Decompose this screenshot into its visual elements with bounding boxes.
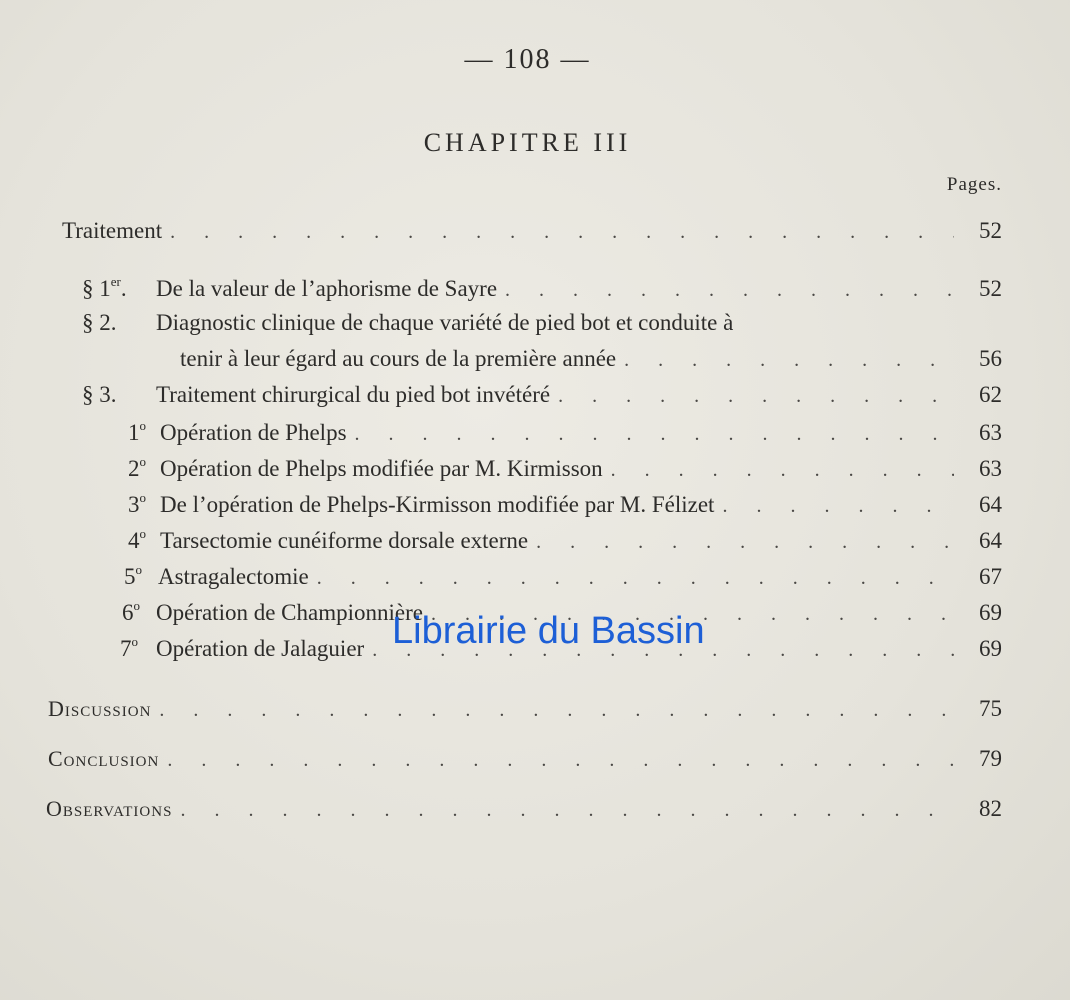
item-number: 4$^o$ — [128, 526, 146, 553]
entry-title: Opération de Phelps — [160, 420, 347, 445]
leader-dots — [505, 279, 954, 302]
toc-entry-traitement — [62, 218, 1002, 244]
entry-title: Opération de Jalaguier — [156, 636, 365, 661]
entry-page: 52 — [979, 276, 1002, 301]
pages-column-label: Pages. — [946, 174, 1002, 195]
toc-entry-discussion — [48, 696, 1002, 722]
toc-entry-item-1 — [128, 420, 1002, 446]
leader-dots — [611, 459, 954, 482]
entry-title: Diagnostic clinique de chaque variété de pied bot et conduite à — [156, 310, 734, 335]
entry-title: Observations — [46, 796, 173, 821]
entry-page: 69 — [979, 636, 1002, 661]
section-number: § 3. — [82, 382, 117, 407]
section-number: § 1er. — [82, 274, 127, 301]
entry-title: De la valeur de l’aphorisme de Sayre — [156, 276, 498, 301]
toc-entry-item-5 — [124, 564, 1002, 590]
leader-dots — [722, 495, 954, 518]
entry-title: Opération de Championnière — [156, 600, 423, 625]
toc-entry-section-2-continued — [180, 346, 1002, 372]
leader-dots — [170, 221, 954, 244]
toc-entry-section-3 — [82, 382, 1002, 408]
entry-title: Tarsectomie cunéiforme dorsale externe — [160, 528, 529, 553]
leader-dots — [558, 385, 954, 408]
chapter-heading: CHAPITRE III — [423, 128, 632, 157]
item-number: 2$^o$ — [128, 454, 146, 481]
section-number: § 2. — [82, 310, 117, 335]
leader-dots — [624, 349, 954, 372]
entry-page: 63 — [979, 456, 1002, 481]
leader-dots — [355, 423, 954, 446]
item-number: 3$^o$ — [128, 490, 146, 517]
entry-page: 63 — [979, 420, 1002, 445]
toc-entry-item-3 — [128, 492, 1002, 518]
page-number: — 108 — — [464, 44, 591, 75]
entry-title: Conclusion — [48, 746, 160, 771]
item-number: 1$^o$ — [128, 418, 146, 445]
entry-page: 52 — [979, 218, 1002, 243]
item-number: 6$^o$ — [122, 598, 140, 625]
entry-title: Traitement chirurgical du pied bot invétéré — [156, 382, 551, 407]
leader-dots — [536, 531, 954, 554]
leader-dots — [167, 749, 954, 772]
leader-dots — [317, 567, 954, 590]
entry-title: Opération de Phelps modifiée par M. Kirmisson — [160, 456, 603, 481]
entry-page: 64 — [979, 528, 1002, 553]
entry-title-continuation: tenir à leur égard au cours de la première année — [180, 346, 617, 371]
entry-page: 56 — [979, 346, 1002, 371]
toc-entry-item-2 — [128, 456, 1002, 482]
entry-title: Traitement — [62, 218, 163, 243]
toc-entry-item-4 — [128, 528, 1002, 554]
toc-entry-conclusion — [48, 746, 1002, 772]
toc-entry-section-1 — [82, 276, 1002, 302]
toc-entry-section-2 — [82, 310, 1002, 336]
watermark-text: Librairie du Bassin — [392, 610, 705, 652]
entry-page: 69 — [979, 600, 1002, 625]
toc-entry-observations — [46, 796, 1002, 822]
entry-page: 82 — [979, 796, 1002, 821]
leader-dots — [159, 699, 954, 722]
entry-page: 64 — [979, 492, 1002, 517]
entry-title: De l’opération de Phelps-Kirmisson modifiée par M. Félizet — [160, 492, 715, 517]
entry-page: 75 — [979, 696, 1002, 721]
entry-page: 79 — [979, 746, 1002, 771]
entry-page: 62 — [979, 382, 1002, 407]
entry-title: Discussion — [48, 696, 152, 721]
leader-dots — [180, 799, 954, 822]
item-number: 5$^o$ — [124, 562, 142, 589]
item-number: 7$^o$ — [120, 634, 138, 661]
entry-title: Astragalectomie — [158, 564, 309, 589]
entry-page: 67 — [979, 564, 1002, 589]
